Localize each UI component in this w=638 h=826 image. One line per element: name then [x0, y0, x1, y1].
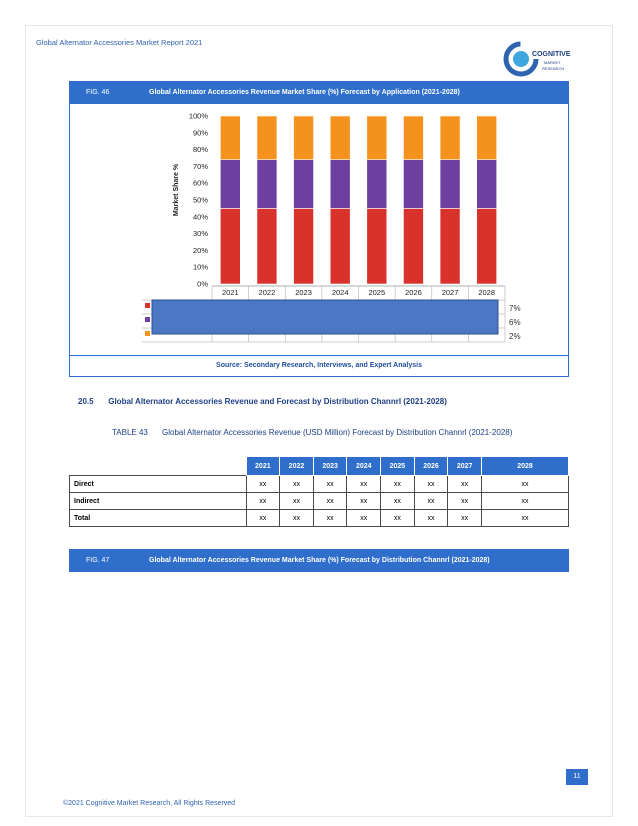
- table-row-label: Indirect: [70, 493, 247, 510]
- legend-swatch: [145, 317, 150, 322]
- table-header-cell: 2024: [347, 457, 381, 476]
- table-cell: xx: [448, 510, 482, 527]
- section-title: Global Alternator Accessories Revenue and Forecast by Distribution Channrl (2021-2028): [108, 397, 447, 406]
- table-row-label: Direct: [70, 476, 247, 493]
- bar-segment: [367, 208, 387, 284]
- x-tick-label: 2027: [441, 288, 459, 297]
- table-cell: xx: [448, 476, 482, 493]
- table-header-cell: 2022: [280, 457, 314, 476]
- bar-segment: [330, 208, 350, 284]
- x-tick-label: 2026: [405, 288, 422, 297]
- x-tick-label: 2028: [478, 288, 496, 297]
- table-43-caption: [112, 426, 567, 440]
- table-header-cell: 2023: [313, 457, 347, 476]
- y-tick-label: 90%: [192, 128, 208, 138]
- table-cell: xx: [381, 510, 415, 527]
- bar-segment: [330, 160, 350, 209]
- table-cell: xx: [280, 510, 314, 527]
- bar-segment: [477, 116, 497, 160]
- table-cell: xx: [313, 493, 347, 510]
- bar-segment: [440, 160, 460, 209]
- y-tick-label: 10%: [192, 262, 208, 272]
- table-cell: xx: [313, 510, 347, 527]
- table-cell: xx: [414, 476, 448, 493]
- table-header-cell: 2025: [381, 457, 415, 476]
- y-tick-label: 0%: [197, 279, 208, 289]
- report-title: Global Alternator Accessories Market Report 2021: [36, 38, 203, 47]
- table-cell: xx: [381, 493, 415, 510]
- table-edge-label: 7%: [509, 304, 521, 313]
- section-heading: [78, 397, 447, 406]
- table-header-row: [70, 457, 569, 476]
- bar-segment: [403, 160, 423, 209]
- bar-segment: [403, 116, 423, 160]
- table-cell: xx: [414, 493, 448, 510]
- plot-area: [212, 116, 505, 284]
- logo-brand: COGNITIVE: [532, 51, 571, 58]
- bar-segment: [330, 116, 350, 160]
- table-cell: xx: [280, 493, 314, 510]
- x-tick-label: 2021: [221, 288, 239, 297]
- bar-segment: [477, 208, 497, 284]
- y-tick-label: 60%: [192, 178, 208, 188]
- figure-46-header: [69, 81, 569, 104]
- figure-47-header: [69, 549, 569, 572]
- y-tick-label: 40%: [192, 212, 208, 222]
- legend-swatch: [145, 331, 150, 336]
- y-tick-label: 20%: [192, 245, 208, 255]
- bar-segment: [294, 116, 314, 160]
- table-row: [70, 510, 569, 527]
- table-cell: xx: [347, 476, 381, 493]
- table-cell: xx: [482, 510, 569, 527]
- table-edge-label: 2%: [509, 332, 521, 341]
- table-cell: xx: [381, 476, 415, 493]
- revenue-table: [69, 456, 569, 527]
- bar-segment: [440, 116, 460, 160]
- bar-segment: [257, 160, 277, 209]
- table-cell: xx: [246, 476, 280, 493]
- bar-segment: [220, 208, 240, 284]
- stacked-bar-chart: [70, 104, 568, 354]
- y-tick-label: 50%: [192, 195, 208, 205]
- bar-segment: [440, 208, 460, 284]
- y-tick-label: 30%: [192, 229, 208, 239]
- x-tick-label: 2024: [331, 288, 349, 297]
- bar-segment: [220, 116, 240, 160]
- bar-segment: [257, 208, 277, 284]
- table-header-cell: 2021: [246, 457, 280, 476]
- bar-segment: [477, 160, 497, 209]
- table-cell: xx: [347, 510, 381, 527]
- x-tick-label: 2022: [258, 288, 276, 297]
- table-row: [70, 493, 569, 510]
- footer-copyright: ©2021 Cognitive Market Research, All Rights Reserved: [63, 800, 236, 807]
- table-cell: xx: [280, 476, 314, 493]
- table-corner: [70, 457, 247, 476]
- table-cell: xx: [347, 493, 381, 510]
- table-row: [70, 476, 569, 493]
- company-logo: [502, 40, 582, 78]
- figure-46-title: Global Alternator Accessories Revenue Market Share (%) Forecast by Application (2021-2028): [149, 89, 460, 96]
- table-header-cell: 2026: [414, 457, 448, 476]
- y-tick-label: 70%: [192, 161, 208, 171]
- table-edge-label: 6%: [509, 318, 521, 327]
- logo-sub2: RESEARCH: [542, 66, 565, 71]
- y-axis-label: Market Share %: [173, 163, 180, 217]
- logo-sub1: MARKET: [544, 60, 561, 65]
- x-tick-label: 2023: [295, 288, 312, 297]
- table-row-label: Total: [70, 510, 247, 527]
- bar-segment: [367, 160, 387, 209]
- table-cell: xx: [482, 476, 569, 493]
- table-cell: xx: [313, 476, 347, 493]
- figure-46-source: Source: Secondary Research, Interviews, and Expert Analysis: [69, 355, 569, 369]
- section-number: 20.5: [78, 397, 94, 406]
- table-header-cell: 2028: [482, 457, 569, 476]
- x-tick-label: 2025: [368, 288, 386, 297]
- bar-segment: [220, 160, 240, 209]
- table-cell: xx: [482, 493, 569, 510]
- figure-47-title: Global Alternator Accessories Revenue Market Share (%) Forecast by Distribution Channrl (2021-2028): [149, 557, 490, 564]
- bar-segment: [367, 116, 387, 160]
- y-tick-label: 80%: [192, 145, 208, 155]
- table-cell: xx: [414, 510, 448, 527]
- bar-segment: [403, 208, 423, 284]
- table-cell: xx: [246, 493, 280, 510]
- table-43-title: Global Alternator Accessories Revenue (USD Million) Forecast by Distribution Channrl (2021-2028): [162, 428, 513, 437]
- y-tick-label: 100%: [188, 111, 208, 121]
- legend-swatch: [145, 303, 150, 308]
- logo-dot: [513, 51, 529, 67]
- table-overlay: [152, 300, 498, 334]
- bar-segment: [294, 208, 314, 284]
- table-header-cell: 2027: [448, 457, 482, 476]
- table-cell: xx: [448, 493, 482, 510]
- table-43-number: TABLE 43: [112, 428, 148, 437]
- bar-segment: [257, 116, 277, 160]
- bar-segment: [294, 160, 314, 209]
- figure-47-number: FIG. 47: [86, 557, 110, 564]
- page-number: 11: [566, 769, 588, 785]
- figure-46-number: FIG. 46: [86, 89, 110, 96]
- table-cell: xx: [246, 510, 280, 527]
